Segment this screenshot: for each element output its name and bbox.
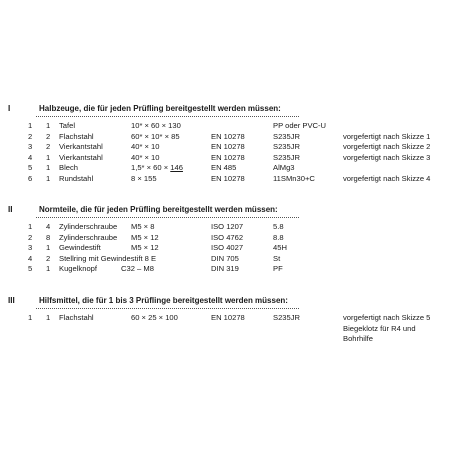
quantity: 1 (46, 264, 51, 273)
item-name: Vierkantstahl (59, 142, 103, 151)
standard: ISO 1207 (211, 222, 244, 231)
heading-underline (36, 308, 299, 309)
standard: DIN 319 (211, 264, 239, 273)
quantity: 2 (46, 142, 51, 151)
quantity: 4 (46, 222, 51, 231)
position: 5 (28, 163, 33, 172)
material: S235JR (273, 152, 301, 162)
dimensions: M5 × 12 (131, 243, 159, 252)
item-name: Kugelknopf (59, 264, 97, 273)
table-row (0, 264, 458, 275)
quantity: 1 (46, 152, 51, 162)
dimensions: 40* × 10 (131, 152, 160, 162)
item-name: Gewindestift (59, 243, 101, 252)
item-name: Zylinderschraube (59, 232, 118, 242)
position: 1 (28, 222, 33, 231)
standard: ISO 4762 (211, 232, 244, 242)
material: PP oder PVC-U (273, 121, 327, 130)
item-name: Tafel (59, 121, 76, 130)
section-heading: Halbzeuge, die für jeden Prüfling bereitgestellt werden müssen: (39, 104, 281, 113)
note: vorgefertigt nach Skizze 5 Biegeklotz für R4 und Bohrhilfe (343, 313, 431, 343)
position: 3 (28, 142, 33, 151)
item-name: Flachstahl (59, 313, 94, 322)
standard: DIN 705 (211, 253, 239, 263)
quantity: 1 (46, 313, 51, 322)
dimensions: 8 × 155 (131, 173, 157, 183)
material: AlMg3 (273, 163, 295, 172)
standard: EN 10278 (211, 173, 245, 183)
section-number: I (8, 104, 11, 113)
section-number: II (8, 205, 13, 214)
standard: EN 10278 (211, 152, 245, 162)
dimensions: 10* × 60 × 130 (131, 121, 181, 130)
note: vorgefertigt nach Skizze 1 (343, 131, 431, 141)
dimensions: C32 – M8 (121, 264, 154, 273)
material: PF (273, 264, 283, 273)
table-row (0, 163, 458, 174)
standard: ISO 4027 (211, 243, 244, 252)
table-row (0, 153, 458, 164)
note: vorgefertigt nach Skizze 2 (343, 142, 431, 151)
position: 6 (28, 173, 33, 183)
material: St (273, 253, 281, 263)
quantity: 2 (46, 131, 51, 141)
note: vorgefertigt nach Skizze 4 (343, 173, 431, 183)
dimensions-underlined: 146 (170, 163, 183, 172)
material: 8.8 (273, 232, 284, 242)
table-row (0, 233, 458, 244)
table-row (0, 222, 458, 233)
material: S235JR (273, 142, 301, 151)
item-name: Blech (59, 163, 78, 172)
material: 5.8 (273, 222, 284, 231)
section-heading: Normteile, die für jeden Prüfling bereitgestellt werden müssen: (39, 205, 278, 214)
dimensions: 40* × 10 (131, 142, 160, 151)
dimensions: M5 × 12 (131, 232, 159, 242)
standard: EN 485 (211, 163, 237, 172)
position: 5 (28, 264, 33, 273)
section-heading: Hilfsmittel, die für 1 bis 3 Prüflinge bereitgestellt werden müssen: (39, 296, 288, 305)
note: vorgefertigt nach Skizze 3 (343, 152, 431, 162)
heading-underline (36, 217, 299, 218)
quantity: 1 (46, 243, 51, 252)
standard: EN 10278 (211, 131, 245, 141)
position: 2 (28, 232, 33, 242)
quantity: 2 (46, 253, 51, 263)
quantity: 1 (46, 173, 51, 183)
material: 45H (273, 243, 287, 252)
position: 1 (28, 313, 33, 322)
item-name: Rundstahl (59, 173, 94, 183)
position: 3 (28, 243, 33, 252)
table-row (0, 313, 458, 343)
quantity: 8 (46, 232, 51, 242)
heading-underline (36, 116, 299, 117)
position: 4 (28, 253, 33, 263)
dimensions: M5 × 8 (131, 222, 155, 231)
dimensions (131, 163, 183, 174)
item-name: Flachstahl (59, 131, 94, 141)
dimensions: 60 × 25 × 100 (131, 313, 178, 322)
quantity: 1 (46, 121, 51, 130)
position: 1 (28, 121, 33, 130)
table-row (0, 121, 458, 132)
table-row (0, 132, 458, 143)
position: 2 (28, 131, 33, 141)
material: 11SMn30+C (273, 173, 315, 183)
item-name: Stellring mit Gewindestift 8 E (59, 253, 157, 263)
item-name: Zylinderschraube (59, 222, 118, 231)
standard: EN 10278 (211, 313, 245, 322)
material: S235JR (273, 313, 301, 322)
quantity: 1 (46, 163, 51, 172)
table-row (0, 254, 458, 265)
table-row (0, 243, 458, 254)
position: 4 (28, 152, 33, 162)
item-name: Vierkantstahl (59, 152, 103, 162)
dimensions: 60* × 10* × 85 (131, 131, 180, 141)
table-row (0, 142, 458, 153)
standard: EN 10278 (211, 142, 245, 151)
dimensions-prefix: 1,5* × 60 × (131, 163, 171, 172)
table-row (0, 174, 458, 185)
section-number: III (8, 296, 15, 305)
material: S235JR (273, 131, 301, 141)
